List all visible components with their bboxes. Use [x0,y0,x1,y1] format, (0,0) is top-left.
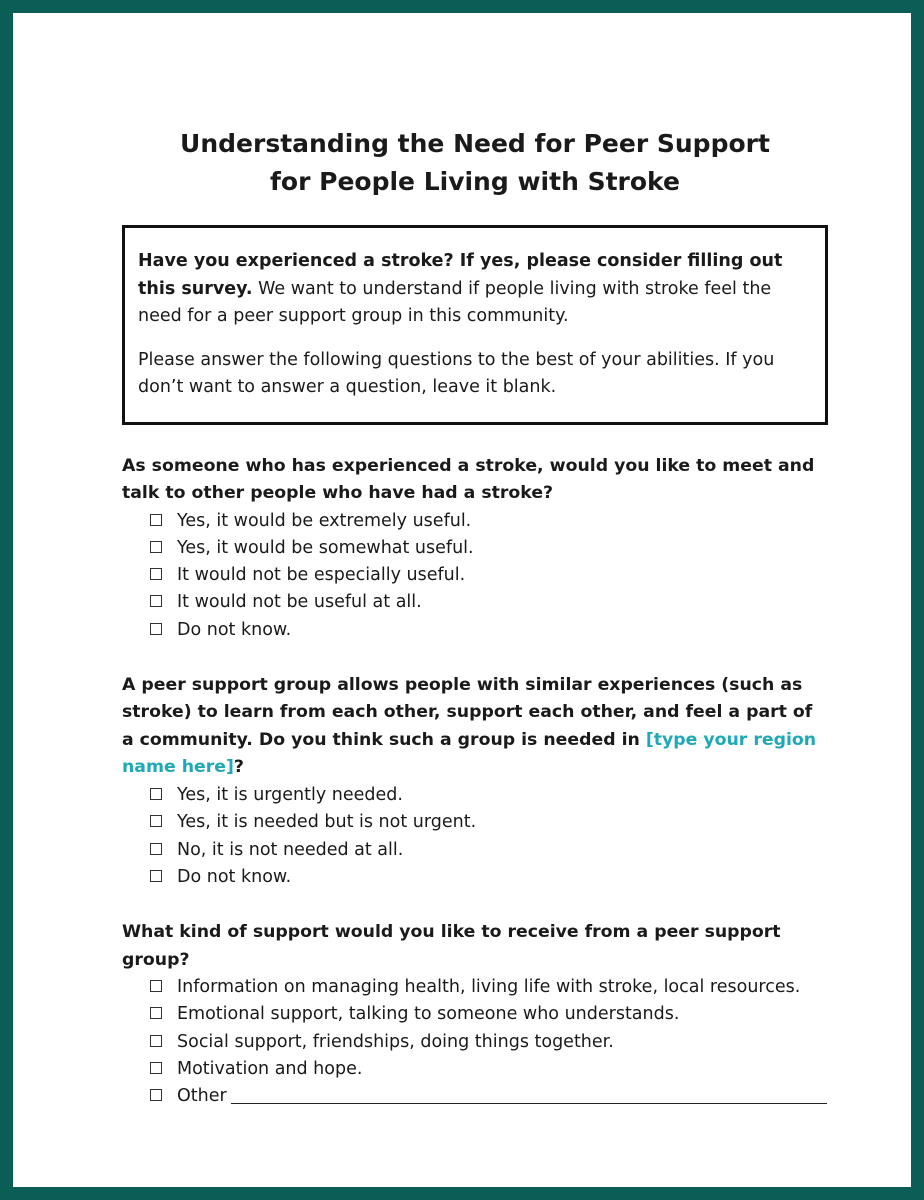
question-2-options [122,782,828,891]
checkbox-icon[interactable] [150,815,162,827]
option-item[interactable] [150,782,828,809]
question-2-text [122,672,828,782]
option-item[interactable] [150,562,828,589]
checkbox-icon[interactable] [150,788,162,800]
option-label: It would not be useful at all. [177,592,422,613]
option-label: Information on managing health, living life with stroke, local resources. [177,977,801,998]
option-label: Yes, it would be somewhat useful. [177,537,474,558]
option-label: Motivation and hope. [177,1059,363,1080]
region-placeholder[interactable]: [type your region name here] [122,729,817,778]
intro-bold-text: Have you experienced a stroke? If yes, please consider filling out this survey. [138,251,783,299]
intro-paragraph-2: Please answer the following questions to the best of your abilities. If you don’t want to answer a question, leave it blank. [138,349,775,397]
title-line-2: for People Living with Stroke [270,167,680,196]
option-label: No, it is not needed at all. [177,839,404,860]
other-write-in-line[interactable] [231,1085,827,1104]
question-3-options [122,974,828,1110]
option-label: Yes, it would be extremely useful. [177,510,472,531]
option-item[interactable] [150,535,828,562]
intro-text: We want to understand if people living with stroke feel the need for a peer support group in this community. [138,278,772,326]
checkbox-icon[interactable] [150,568,162,580]
option-label: It would not be especially useful. [177,565,466,586]
option-item[interactable] [150,589,828,616]
checkbox-icon[interactable] [150,980,162,992]
checkbox-icon[interactable] [150,843,162,855]
checkbox-icon[interactable] [150,1089,162,1101]
option-item[interactable] [150,1029,828,1056]
option-item[interactable] [150,837,828,864]
intro-paragraph-1 [138,248,809,331]
page-title [122,125,828,201]
option-label: Yes, it is needed but is not urgent. [177,812,477,833]
checkbox-icon[interactable] [150,1035,162,1047]
checkbox-icon[interactable] [150,1062,162,1074]
checkbox-icon[interactable] [150,541,162,553]
option-label: Other [177,1086,227,1107]
option-item[interactable] [150,864,828,891]
checkbox-icon[interactable] [150,870,162,882]
title-line-1: Understanding the Need for Peer Support [180,129,770,158]
option-item[interactable] [150,974,828,1001]
survey-content [122,125,828,1111]
option-label: Yes, it is urgently needed. [177,784,403,805]
question-1-text: As someone who has experienced a stroke, would you like to meet and talk to other people who have had a stroke? [122,455,815,503]
option-item[interactable] [150,1001,828,1028]
option-label: Social support, friendships, doing things together. [177,1031,614,1052]
option-item[interactable] [150,809,828,836]
question-2-text-before: A peer support group allows people with similar experiences (such as stroke) to learn from each other, support each other, and feel a part of a community. Do you think such a group is needed in [122,674,813,750]
option-item-other[interactable] [150,1083,828,1110]
question-3-text: What kind of support would you like to receive from a peer support group? [122,922,781,970]
option-label: Do not know. [177,866,292,887]
checkbox-icon[interactable] [150,623,162,635]
checkbox-icon[interactable] [150,1007,162,1019]
option-item[interactable] [150,508,828,535]
option-label: Do not know. [177,619,292,640]
question-2-text-after: ? [233,757,244,778]
checkbox-icon[interactable] [150,595,162,607]
question-1-options [122,508,828,644]
option-label: Emotional support, talking to someone who understands. [177,1004,680,1025]
checkbox-icon[interactable] [150,514,162,526]
option-item[interactable] [150,1056,828,1083]
intro-box [122,225,828,425]
option-item[interactable] [150,617,828,644]
